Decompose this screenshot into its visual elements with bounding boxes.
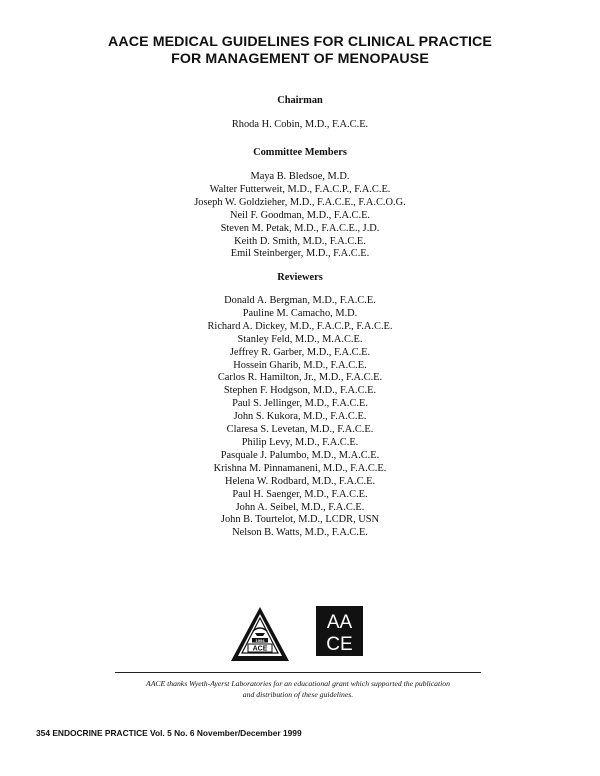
acknowledgment-note (115, 678, 481, 700)
name-list-item: Nelson B. Watts, M.D., F.A.C.E. (232, 527, 368, 539)
ace-seal-year: 1994 (255, 637, 265, 643)
name-list-item: John A. Seibel, M.D., F.A.C.E. (235, 501, 365, 513)
name-list-item: Paul S. Jellinger, M.D., F.A.C.E. (232, 398, 368, 410)
name-list-item: Neil F. Goodman, M.D., F.A.C.E. (229, 209, 371, 221)
name-list-item: Hossein Gharib, M.D., F.A.C.E. (233, 359, 367, 371)
name-list-item: Carlos R. Hamilton, Jr., M.D., F.A.C.E. (217, 372, 383, 384)
name-list-item: Paul H. Saenger, M.D., F.A.C.E. (232, 488, 368, 500)
acknowledgment-divider (115, 672, 481, 673)
name-list-item: Philip Levy, M.D., F.A.C.E. (241, 436, 359, 448)
name-list-item: John B. Tourtelot, M.D., LCDR, USN (220, 514, 380, 526)
page-footer (36, 728, 302, 738)
name-list-item: Maya B. Bledsoe, M.D. (250, 171, 350, 182)
name-list-item: Walter Futterweit, M.D., F.A.C.P., F.A.C.E. (209, 183, 391, 195)
ace-college-seal-icon (229, 605, 291, 663)
name-list-item: Jeffrey R. Garber, M.D., F.A.C.E. (229, 346, 371, 358)
name-list-item: Pasquale J. Palumbo, M.D., M.A.C.E. (220, 449, 380, 461)
name-list-item: Keith D. Smith, M.D., F.A.C.E. (234, 235, 366, 247)
name-list-item: Stephen F. Hodgson, M.D., F.A.C.E. (223, 385, 377, 397)
journal-name: ENDOCRINE PRACTICE (52, 728, 148, 738)
reviewers-section (0, 271, 600, 540)
ace-seal-text: ACE (252, 645, 268, 653)
name-list-item: Helena W. Rodbard, M.D., F.A.C.E. (224, 475, 376, 487)
chairman-heading: Chairman (277, 95, 323, 106)
reviewers-list (0, 295, 600, 540)
aace-logo-line-2: CE (326, 634, 353, 655)
issue-info: Vol. 5 No. 6 November/December 1999 (150, 728, 302, 738)
name-list-item: Steven M. Petak, M.D., F.A.C.E., J.D. (220, 222, 380, 234)
name-list-item: Richard A. Dickey, M.D., F.A.C.P., F.A.C.E. (207, 320, 393, 332)
name-list-item: Rhoda H. Cobin, M.D., F.A.C.E. (231, 119, 369, 130)
reviewers-heading: Reviewers (277, 272, 323, 283)
name-list-item: Krishna M. Pinnamaneni, M.D., F.A.C.E. (213, 462, 387, 474)
acknowledgment-line-1: AACE thanks Wyeth-Ayerst Laboratories for an educational grant which supported the publication (146, 679, 450, 688)
aace-logo-icon (316, 606, 363, 656)
acknowledgment-line-2: and distribution of these guidelines. (242, 690, 354, 699)
committee-section (0, 146, 600, 261)
aace-logo-line-1: AA (326, 612, 353, 633)
name-list-item: Emil Steinberger, M.D., F.A.C.E. (230, 248, 370, 260)
name-list-item: John S. Kukora, M.D., F.A.C.E. (233, 411, 367, 423)
chairman-list (0, 119, 600, 132)
chairman-section (0, 94, 600, 132)
name-list-item: Joseph W. Goldzieher, M.D., F.A.C.E., F.A.C.O.G. (194, 196, 406, 208)
document-title (0, 34, 600, 68)
name-list-item: Claresa S. Levetan, M.D., F.A.C.E. (226, 424, 374, 436)
name-list-item: Stanley Feld, M.D., M.A.C.E. (237, 333, 363, 345)
committee-list (0, 171, 600, 261)
title-line-2: FOR MANAGEMENT OF MENOPAUSE (171, 51, 429, 67)
name-list-item: Pauline M. Camacho, M.D. (242, 307, 358, 319)
page-number: 354 (36, 728, 50, 738)
name-list-item: Donald A. Bergman, M.D., F.A.C.E. (224, 295, 376, 306)
title-line-1: AACE MEDICAL GUIDELINES FOR CLINICAL PRACTICE (108, 34, 492, 50)
committee-heading: Committee Members (253, 147, 347, 158)
